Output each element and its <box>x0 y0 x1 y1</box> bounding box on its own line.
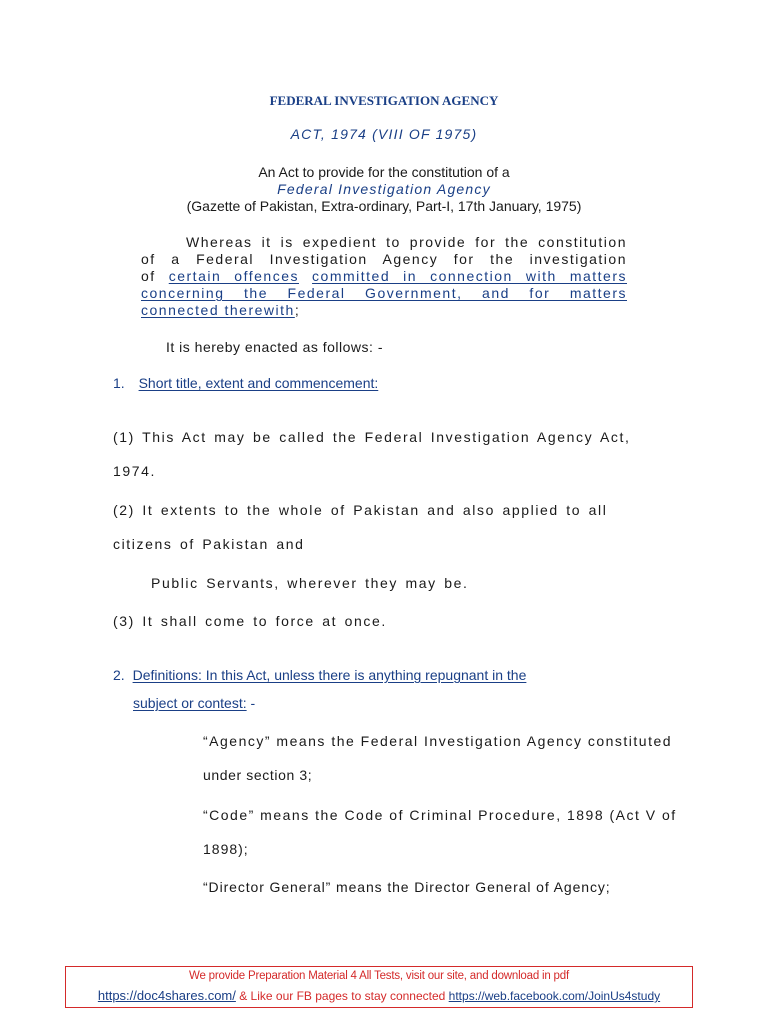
act-subtitle: ACT, 1974 (VIII OF 1975) <box>290 126 478 142</box>
definition-agency-line-1: “Agency” means the Federal Investigation Agency constituted <box>203 733 673 749</box>
definition-director-general: “Director General” means the Director General of Agency; <box>203 879 611 895</box>
section-1-clause-2c: Public Servants, wherever they may be. <box>151 575 469 591</box>
promo-footer-text: We provide Preparation Material 4 All Tests, visit our site, and download in pdf <box>189 970 569 982</box>
definition-code-line-2: 1898); <box>203 841 249 857</box>
section-2-title-suffix: - <box>246 695 256 711</box>
committed-in-connection-link[interactable]: committed in connection with matters <box>312 268 627 284</box>
preamble-line-2: of a Federal Investigation Agency for the investigation <box>141 251 627 267</box>
section-2-title[interactable]: Definitions: In this Act, unless there is anything repugnant in the <box>132 667 527 683</box>
intro-line-2: Federal Investigation Agency <box>277 181 491 197</box>
preamble-line-3-prefix: of <box>141 268 169 284</box>
section-1-clause-1b: 1974. <box>113 463 157 479</box>
intro-line-1: An Act to provide for the constitution of a <box>258 164 510 180</box>
section-1-title[interactable]: Short title, extent and commencement: <box>138 375 379 391</box>
section-1-clause-1a: (1) This Act may be called the Federal Investigation Agency Act, <box>113 429 631 445</box>
preamble-line-1: Whereas it is expedient to provide for the constitution <box>186 234 627 250</box>
preamble-line-5-suffix: ; <box>294 302 301 318</box>
promo-footer-middle-text: & Like our FB pages to stay connected <box>235 989 449 1003</box>
definition-code-line-1: “Code” means the Code of Criminal Procedure, 1898 (Act V of <box>203 807 677 823</box>
connected-therewith-link[interactable]: connected therewith <box>141 302 295 318</box>
certain-offences-link[interactable]: certain offences <box>168 268 299 284</box>
section-2-title-cont[interactable]: subject or contest: <box>133 695 247 711</box>
section-2-number: 2. <box>113 667 125 683</box>
definition-code <box>203 807 677 824</box>
preamble-paragraph <box>141 234 627 319</box>
section-2-heading <box>113 667 526 683</box>
section-1-clause-2a: (2) It extents to the whole of Pakistan and also applied to all <box>113 502 608 518</box>
enactment-clause: It is hereby enacted as follows: - <box>166 339 383 355</box>
promo-footer-box <box>65 966 693 1008</box>
facebook-link[interactable]: https://web.facebook.com/JoinUs4study <box>448 989 661 1003</box>
promo-footer-links <box>66 988 692 1003</box>
document-title: FEDERAL INVESTIGATION AGENCY <box>269 93 499 108</box>
preamble-line-5 <box>141 302 627 319</box>
section-2-heading-cont <box>133 695 255 711</box>
section-1-clause-2b: citizens of Pakistan and <box>113 536 305 552</box>
intro-line-3: (Gazette of Pakistan, Extra-ordinary, Part-I, 17th January, 1975) <box>186 198 582 214</box>
section-1-clause-3: (3) It shall come to force at once. <box>113 613 387 629</box>
preamble-line-4[interactable]: concerning the Federal Government, and for matters <box>141 285 627 301</box>
preamble-line-3 <box>141 268 627 285</box>
section-1-heading <box>113 375 378 391</box>
doc4shares-link[interactable]: https://doc4shares.com/ <box>97 988 236 1003</box>
definition-agency <box>203 733 673 750</box>
section-1-number: 1. <box>113 375 125 391</box>
definition-agency-line-2: under section 3; <box>203 767 313 783</box>
